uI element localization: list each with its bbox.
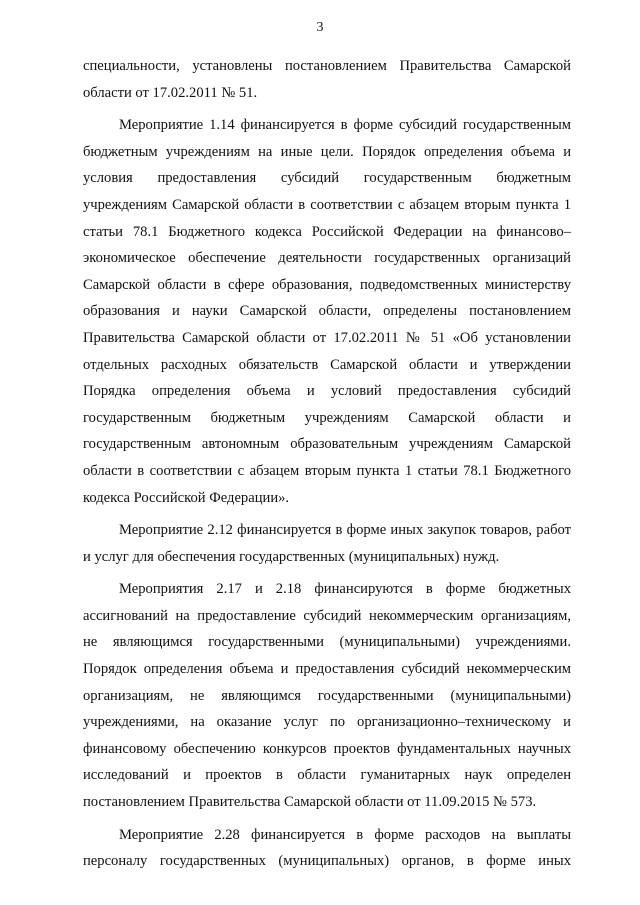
text-line: исследований и проектов в области гуманитарных наук определен — [83, 767, 571, 784]
text-line: и услуг для обеспечения государственных (муниципальных) нужд. — [83, 548, 500, 565]
text-line: бюджетным учреждениям на иные цели. Порядок определения объема и — [83, 143, 571, 160]
text-line: образования и науки Самарской области, определены постановлением — [83, 303, 571, 320]
text-line: Порядка определения объема и условий предоставления субсидий — [83, 383, 571, 400]
text-line: государственным бюджетным учреждениям Самарской области и — [83, 409, 571, 426]
text-line: Мероприятие 2.12 финансируется в форме иных закупок товаров, работ — [119, 522, 571, 539]
text-line: не являющимся государственными (муниципальными) учреждениями. — [83, 634, 571, 651]
text-line: учреждениями, на оказание услуг по организационно–техническому и — [83, 714, 571, 731]
text-line: отдельных расходных обязательств Самарской области и утверждении — [83, 356, 571, 373]
text-line: Мероприятия 2.17 и 2.18 финансируются в форме бюджетных — [119, 581, 571, 598]
paragraph — [83, 112, 571, 511]
text-line: постановлением Правительства Самарской области от 11.09.2015 № 573. — [83, 794, 537, 811]
paragraph — [83, 517, 571, 570]
text-line: Самарской области в сфере образования, подведомственных министерству — [83, 276, 571, 293]
text-line: Мероприятие 2.28 финансируется в форме расходов на выплаты — [119, 826, 571, 843]
paragraph — [83, 53, 571, 106]
text-line: области от 17.02.2011 № 51. — [83, 84, 258, 101]
text-line: специальности, установлены постановлением Правительства Самарской — [83, 58, 571, 74]
text-line: экономическое обеспечение деятельности государственных организаций — [83, 250, 571, 267]
text-line: персоналу государственных (муниципальных) органов, в форме иных — [83, 853, 571, 870]
text-line: условия предоставления субсидий государственным бюджетным — [83, 170, 571, 187]
paragraph — [83, 576, 571, 815]
document-body — [83, 53, 571, 875]
text-line: организациям, не являющимся государственными (муниципальными) — [83, 687, 571, 704]
text-line: области в соответствии с абзацем вторым пункта 1 статьи 78.1 Бюджетного — [83, 462, 571, 479]
text-line: Мероприятие 1.14 финансируется в форме субсидий государственным — [119, 117, 571, 134]
text-line: Порядок определения объема и предоставления субсидий некоммерческим — [83, 661, 571, 678]
page-number: 3 — [316, 20, 324, 35]
paragraph — [83, 822, 571, 875]
text-line: статьи 78.1 Бюджетного кодекса Российской Федерации на финансово– — [83, 223, 571, 240]
text-line: кодекса Российской Федерации». — [83, 489, 290, 506]
text-line: финансовому обеспечению конкурсов проектов фундаментальных научных — [83, 740, 571, 757]
text-line: ассигнований на предоставление субсидий некоммерческим организациям, — [83, 607, 571, 624]
text-line: Правительства Самарской области от 17.02.2011 № 51 «Об установлении — [83, 329, 571, 346]
text-line: государственным автономным образовательным учреждениям Самарской — [83, 436, 571, 453]
text-line: учреждениям Самарской области в соответствии с абзацем вторым пункта 1 — [83, 196, 571, 213]
